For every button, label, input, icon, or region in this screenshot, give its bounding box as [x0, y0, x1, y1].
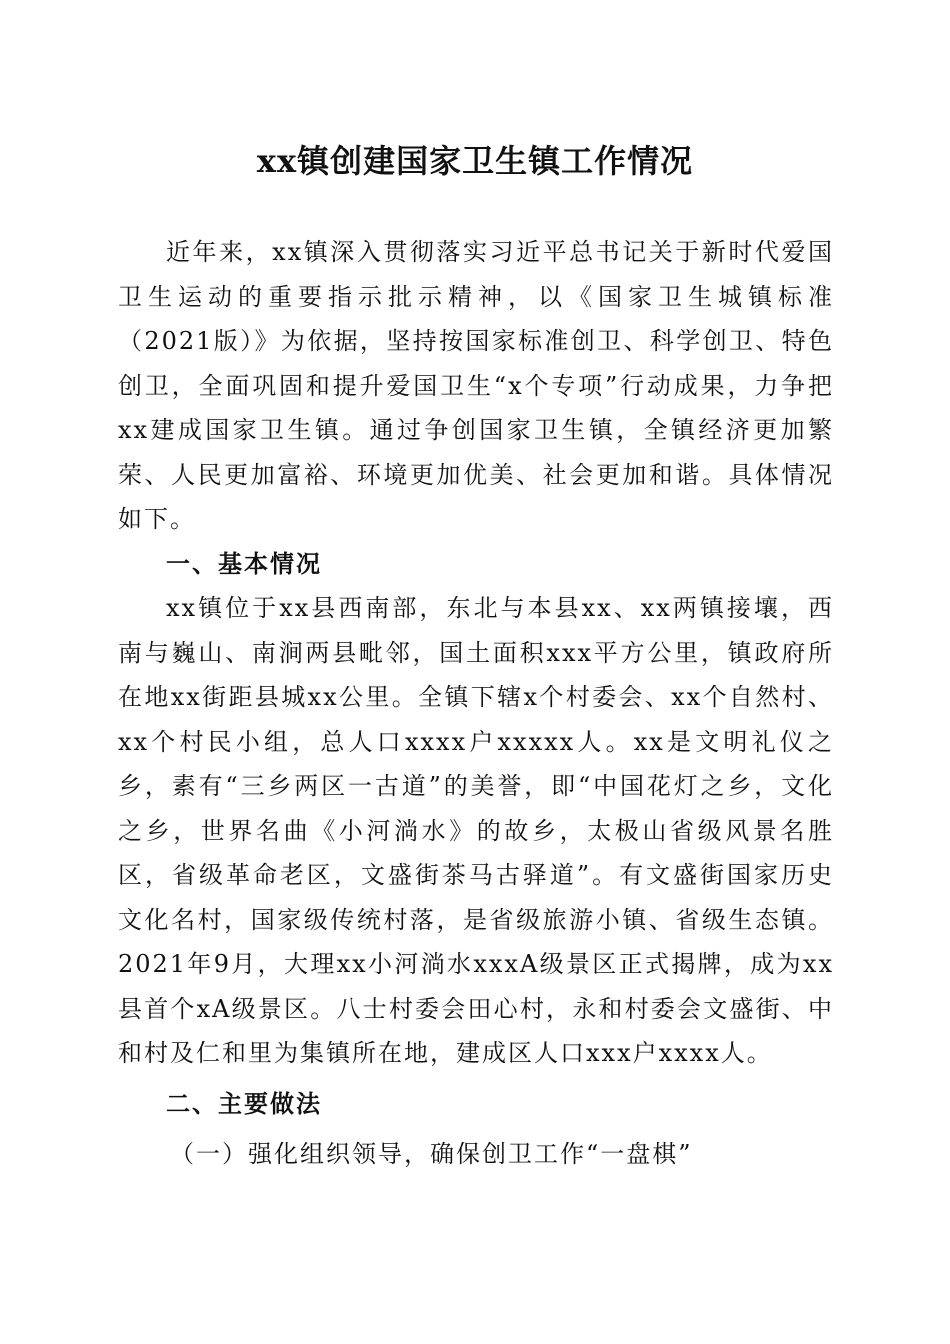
basic-info-paragraph: xx镇位于xx县西南部，东北与本县xx、xx两镇接壤，西南与巍山、南涧两县毗邻，国土面积xxx平方公里，镇政府所在地xx街距县城xx公里。全镇下辖x个村委会、xx个自然村、xx个村民小组，总人口xxxx户xxxxx人。xx是文明礼仪之乡，素有“三乡两区一古道”的美誉，即“中国花灯之乡，文化之乡，世界名曲《小河淌水》的故乡，太极山省级风景名胜区，省级革命老区，文盛街茶马古驿道”。有文盛街国家历史文化名村，国家级传统村落，是省级旅游小镇、省级生态镇。2021年9月，大理xx小河淌水xxxA级景区正式揭牌，成为xx县首个xA级景区。八士村委会田心村，永和村委会文盛街、中和村及仁和里为集镇所在地，建成区人口xxx户xxxx人。 [118, 594, 834, 1067]
section-heading-main-measures: 二、主要做法 [166, 1088, 322, 1118]
intro-paragraph: 近年来，xx镇深入贯彻落实习近平总书记关于新时代爱国卫生运动的重要指示批示精神，以《国家卫生城镇标准（2021版）》为依据，坚持按国家标准创卫、科学创卫、特色创卫，全面巩固和提升爱国卫生“x个专项”行动成果，力争把xx建成国家卫生镇。通过争创国家卫生镇，全镇经济更加繁荣、人民更加富裕、环境更加优美、社会更加和谐。具体情况如下。 [118, 238, 834, 533]
subsection-heading-organization: （一）强化组织领导，确保创卫工作“一盘棋” [170, 1140, 693, 1168]
document-title: xx镇创建国家卫生镇工作情况 [256, 142, 694, 180]
document-body [118, 230, 834, 1177]
section-heading-basic-info: 一、基本情况 [166, 548, 322, 578]
